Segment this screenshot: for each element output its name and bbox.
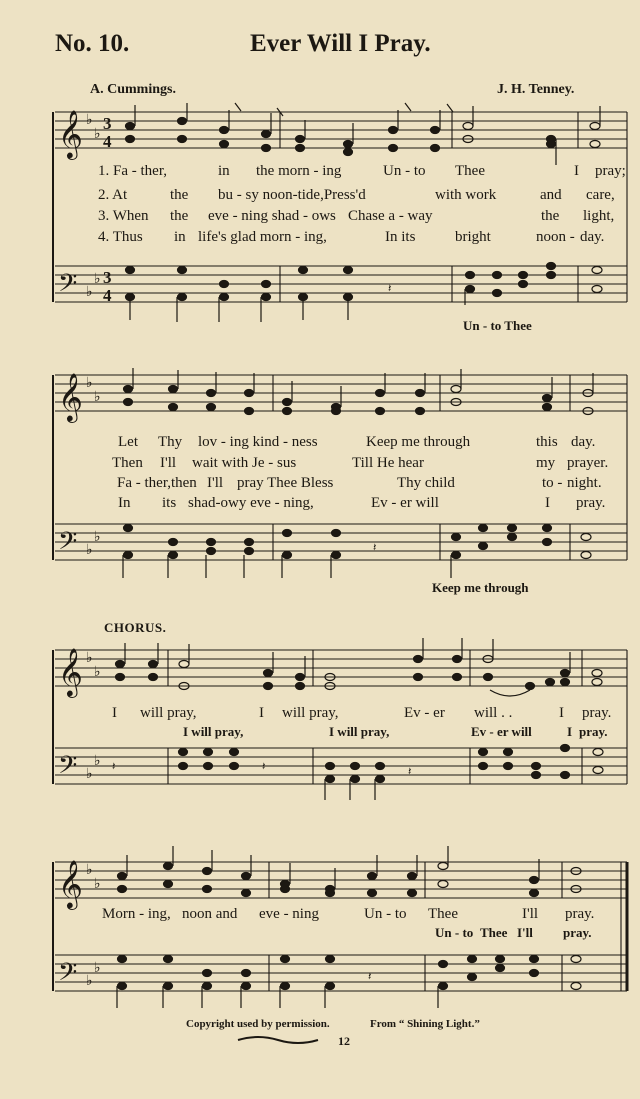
lyric-syllable: Let [118,434,138,450]
lyric-syllable: Thee [428,906,458,922]
lyric-syllable: pray Thee Bless [237,475,334,491]
lyric-syllable: the morn - ing [256,163,342,179]
lyric-syllable: lov - ing kind - ness [198,434,318,450]
lyric-syllable: Till He hear [352,455,424,471]
svg-text:𝄞: 𝄞 [58,372,83,421]
words-credit: A. Cummings. [90,82,176,97]
lyric-syllable: in [218,163,230,179]
svg-text:𝄢: 𝄢 [58,751,78,786]
lyric-syllable: Then [112,455,143,471]
svg-text:𝄢: 𝄢 [58,527,78,562]
lyric-syllable: I [567,724,573,739]
lyric-syllable: and [540,187,562,203]
svg-text:♭: ♭ [94,664,101,680]
svg-text:♭: ♭ [86,650,93,666]
copyright-note: Copyright used by permission. [186,1018,330,1030]
lyric-syllable: pray. [563,925,592,940]
lyric-syllable: Thy child [397,475,455,491]
svg-text:3: 3 [103,268,112,287]
lyric-syllable: I'll [207,475,224,491]
lyric-syllable: pray; [595,163,626,179]
bass-words: Un - to Thee [463,318,532,333]
lyric-syllable: the [170,187,189,203]
lyric-syllable: will pray, [140,705,197,721]
lyric-syllable: Un - to [364,906,407,922]
svg-text:♭: ♭ [86,375,93,391]
lyric-syllable: the [541,208,560,224]
hymn-title: Ever Will I Pray. [250,30,431,57]
svg-text:𝄢: 𝄢 [58,958,78,993]
lyric-syllable: pray. [565,906,595,922]
lyric-syllable: eve - ning [259,906,319,922]
lyric-syllable: Ev - er will [471,724,532,739]
lyric-syllable: Thee [455,163,485,179]
lyric-syllable: noon - [536,229,575,245]
lyric-syllable: will . . [474,705,513,721]
lyric-syllable: bu - sy noon-tide,Press'd [218,187,366,203]
svg-text:♭: ♭ [86,862,93,878]
lyric-syllable: my [536,455,556,471]
lyric-syllable: Thee [480,925,508,940]
lyric-syllable: I'll [160,455,177,471]
lyric-syllable: night. [567,475,602,491]
hymn-number: No. 10. [55,30,130,57]
svg-text:𝄽: 𝄽 [373,542,377,554]
page-number: 12 [338,1034,350,1048]
lyric-syllable: Ev - er [404,705,445,721]
lyric-syllable: Keep me through [366,434,471,450]
lyric-syllable: day. [580,229,605,245]
svg-text:4: 4 [103,132,112,151]
lyric-syllable: I will pray, [183,724,244,739]
lyric-syllable: this [536,434,558,450]
svg-text:♭: ♭ [94,753,101,769]
svg-text:♭: ♭ [86,766,93,782]
svg-text:𝄽: 𝄽 [408,766,412,778]
svg-text:♭: ♭ [86,284,93,300]
lyric-syllable: I [112,705,117,721]
lyric-syllable: I [574,163,579,179]
lyric-syllable: Chase a - way [348,208,433,224]
lyric-syllable: prayer. [567,455,609,471]
lyric-syllable: noon and [182,906,238,922]
svg-text:4: 4 [103,286,112,305]
lyric-syllable: Thy [158,434,183,450]
lyric-syllable: 3. When [98,208,149,224]
lyric-syllable: Fa - ther,then [117,475,197,491]
lyric-syllable: I [259,705,264,721]
lyric-syllable: I'll [517,925,533,940]
lyric-syllable: Ev - er will [371,495,439,511]
lyric-syllable: pray. [576,495,606,511]
svg-text:𝄞: 𝄞 [58,859,83,908]
svg-text:𝄞: 𝄞 [58,109,83,158]
lyric-syllable: Morn - ing, [102,906,171,922]
lyric-syllable: I will pray, [329,724,390,739]
lyric-syllable: light, [583,208,615,224]
svg-text:♭: ♭ [86,542,93,558]
source-note: From “ Shining Light.” [370,1018,480,1030]
lyric-syllable: in [174,229,186,245]
svg-text:♭: ♭ [86,973,93,989]
svg-text:𝄽: 𝄽 [262,761,266,773]
lyric-syllable: day. [571,434,596,450]
lyric-syllable: will pray, [282,705,339,721]
svg-text:𝄽: 𝄽 [112,761,116,773]
svg-text:𝄢: 𝄢 [58,269,78,304]
lyric-syllable: care, [586,187,615,203]
lyric-syllable: Un - to [383,163,426,179]
svg-text:♭: ♭ [94,389,101,405]
lyric-syllable: pray. [579,724,608,739]
lyric-syllable: bright [455,229,491,245]
lyric-syllable: eve - ning shad - ows [208,208,336,224]
svg-text:♭: ♭ [94,876,101,892]
lyric-syllable: to - [542,475,563,491]
lyric-syllable: 2. At [98,187,128,203]
lyric-syllable: pray. [582,705,612,721]
lyric-syllable: its [162,495,177,511]
svg-text:♭: ♭ [94,529,101,545]
svg-text:3: 3 [103,114,112,133]
chorus-label: CHORUS. [104,620,167,635]
lyric-syllable: life's glad morn - ing, [198,229,327,245]
lyric-syllable: I'll [522,906,539,922]
lyric-syllable: 4. Thus [98,229,143,245]
svg-text:♭: ♭ [94,126,101,142]
svg-text:𝄞: 𝄞 [58,647,83,696]
svg-text:𝄽: 𝄽 [388,283,392,295]
lyric-syllable: with work [435,187,497,203]
lyric-syllable: shad-owy eve - ning, [188,495,314,511]
music-credit: J. H. Tenney. [497,82,575,97]
svg-text:𝄽: 𝄽 [368,971,372,983]
lyric-syllable: Un - to [435,925,474,940]
lyric-syllable: 1. Fa - ther, [98,163,167,179]
lyric-syllable: wait with Je - sus [192,455,297,471]
lyric-syllable: In [118,495,131,511]
lyric-syllable: the [170,208,189,224]
lyric-syllable: I [559,705,564,721]
svg-text:♭: ♭ [94,960,101,976]
lyric-syllable: I [545,495,550,511]
svg-text:♭: ♭ [86,112,93,128]
bass-words: Keep me through [432,580,529,595]
lyric-syllable: In its [385,229,416,245]
svg-text:♭: ♭ [94,271,101,287]
